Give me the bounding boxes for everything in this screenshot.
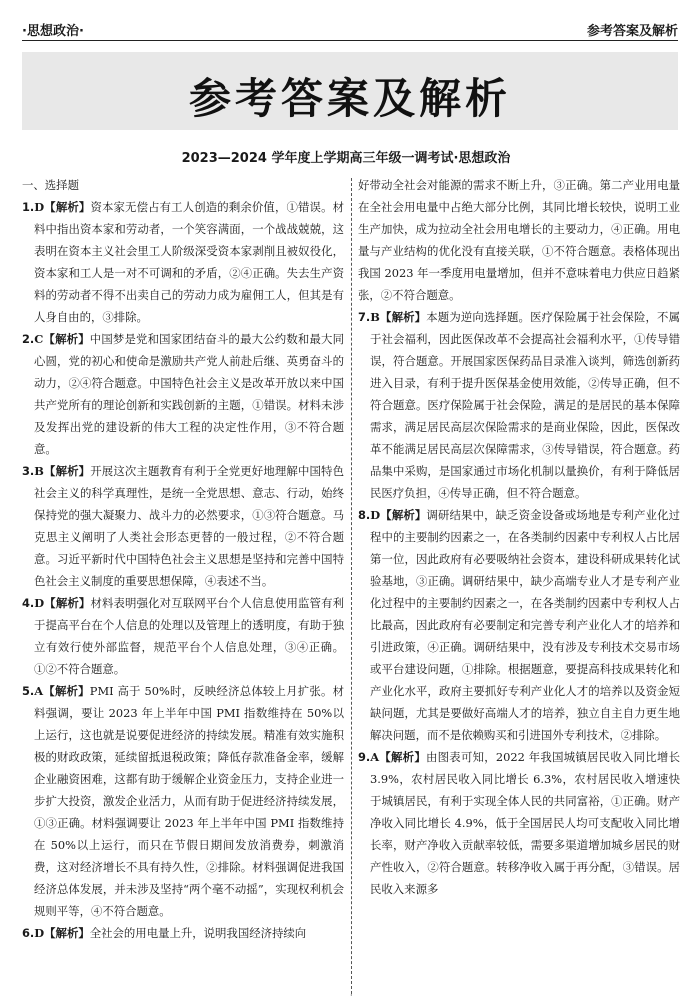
answer-text: 由图表可知，2022 年我国城镇居民收入同比增长 3.9%，农村居民收入同比增长 6.3%，农村居民收入增速快于城镇居民，有利于实现全体人民的共同富裕，①正确。财产净收入同比增长 4.9%，低于全国居民人均可支配收入同比增长率，财产净收入贡献率较低，需要多渠道增加城乡居民的财产性收入，②符合题意。转移净收入属于再分配，③错误。居民收入来源多 — [370, 750, 680, 896]
answer-item — [22, 328, 344, 460]
analysis-tag: 【解析】 — [44, 926, 90, 940]
answer-item — [358, 306, 680, 504]
analysis-tag: 【解析】 — [380, 508, 427, 522]
analysis-tag: 【解析】 — [379, 310, 427, 324]
answer-number: 3. — [22, 464, 35, 478]
answer-item — [22, 922, 344, 944]
answer-text: 调研结果中，缺乏资金设备或场地是专利产业化过程中的主要制约因素之一，在各类制约因素中专利权人占比居第一位，因此政府有必要吸纳社会资本，建设科研成果转化试验基地，③正确。调研结果中，缺少高端专业人才是专利产业化过程中的主要制约因素之一，在各类制约因素中专利权人占比最高，因此政府有必要制定和完善专利产业化人才的培养和引进政策，④正确。调研结果中，没有涉及专利技术交易市场或平台建设问题，①排除。根据题意，要提高科技成果转化和产业化水平，政府主要抓好专利产业化人才的培养以及资金短缺问题，尤其是要做好高端人才的培养，独立自主自力更生地解决问题，而不是依赖购买和引进国外专利技术，②排除。 — [370, 508, 680, 742]
analysis-tag: 【解析】 — [379, 750, 426, 764]
answer-continuation: 好带动全社会对能源的需求不断上升，③正确。第二产业用电量在全社会用电量中占绝大部分比例，其同比增长较快，说明工业生产加快，成为拉动全社会用电增长的主要动力，④正确。用电量与产业结构的优化没有直接关联，①不符合题意。表格体现出我国 2023 年一季度用电量增加，但并不意味着电力供应日趋紧张，②不符合题意。 — [358, 178, 680, 302]
answer-number: 5. — [22, 684, 35, 698]
answer-text: PMI 高于 50%时，反映经济总体较上月扩张。材料强调，要让 2023 年上半年中国 PMI 指数维持在 50%以上运行，这也就是说要促进经济的持续发展。精准有效实施积极的财政政策，延续留抵退税政策；降低存款准备金率，缓解企业融资困难，这都有助于缓解企业资金压力，支持企业进一步扩大投资，激发企业活力，从而有助于促进经济持续发展，①③正确。材料强调要让 2023 年上半年中国 PMI 指数维持在 50%以上运行，而只在节假日期间发放消费券，刺激消费，这对经济增长不具有持久性，②排除。材料强调促进我国经济总体发展，并未涉及坚持“两个毫不动摇”，实现权利机会规则平等，④不符合题意。 — [34, 684, 344, 918]
analysis-tag: 【解析】 — [44, 596, 91, 610]
title-banner — [22, 52, 678, 130]
answer-item — [22, 460, 344, 592]
column-divider — [351, 178, 352, 994]
answer-key: C — [34, 332, 44, 346]
left-answer-list — [22, 196, 344, 944]
answer-item — [22, 196, 344, 328]
exam-title: 2023—2024 学年度上学期高三年级一调考试·思想政治 — [181, 151, 511, 166]
running-header — [22, 20, 678, 40]
answer-number: 7. — [358, 310, 371, 324]
answer-number: 9. — [358, 750, 371, 764]
section-title: 一、选择题 — [22, 178, 79, 192]
banner-title: 参考答案及解析 — [188, 74, 511, 123]
answer-number: 1. — [22, 200, 35, 214]
subject-label: ·思想政治· — [22, 24, 84, 39]
answer-key: A — [34, 684, 44, 698]
answer-key: B — [370, 310, 380, 324]
answer-item — [358, 746, 680, 900]
answer-key: D — [34, 596, 45, 610]
answer-text: 本题为逆向选择题。医疗保险属于社会保险，不属于社会福利，因此医保改革不会提高社会福利水平，①传导错误，符合题意。开展国家医保药品目录准入谈判，筛选创新药进入目录，有利于提升医保基金使用效能，②传导正确，但不符合题意。医疗保险属于社会保险，满足的是居民的基本保障需求，满足居民高层次保险需求的是商业保险，因此，医保改革不能满足居民高层次保障需求，③传导错误，符合题意。药品集中采购，是国家通过市场化机制以量换价，有利于降低居民医疗负担，④传导正确，但不符合题意。 — [370, 310, 680, 500]
answer-item — [22, 680, 344, 922]
answer-key: A — [370, 750, 380, 764]
answer-text: 中国梦是党和国家团结奋斗的最大公约数和最大同心圆，党的初心和使命是激励共产党人前赴后继、英勇奋斗的动力，②④符合题意。中国特色社会主义是改革开放以来中国共产党所有的理论创新和实践创新的主题，①错误。材料未涉及发挥出党的建设新的伟大工程的决定性作用，③不符合题意。 — [34, 332, 344, 456]
analysis-tag: 【解析】 — [44, 200, 91, 214]
right-column — [358, 174, 680, 900]
answer-text: 资本家无偿占有工人创造的剩余价值，①错误。材料中指出资本家和劳动者，一个笑容满面，一个战战兢兢，这表明在资本主义社会里工人阶级深受资本家剥削且被奴役化，资本家和工人是一对不可调和的矛盾，②④正确。失去生产资料的劳动者不得不出卖自己的劳动力成为雇佣工人，但其是有人身自由的，③排除。 — [34, 200, 344, 324]
answer-item — [358, 504, 680, 746]
answer-text: 开展这次主题教育有利于全党更好地理解中国特色社会主义的科学真理性，是统一全党思想、意志、行动，始终保持党的强大凝聚力、战斗力的必然要求，①③符合题意。马克思主义阐明了人类社会形态更替的一般过程，②不符合题意。习近平新时代中国特色社会主义思想是坚持和完善中国特色社会主义制度的重要思想保障，④表述不当。 — [34, 464, 344, 588]
analysis-tag: 【解析】 — [43, 332, 90, 346]
answer-key: D — [34, 926, 45, 940]
section-label: 参考答案及解析 — [586, 24, 678, 39]
answer-key: B — [34, 464, 44, 478]
analysis-tag: 【解析】 — [43, 684, 90, 698]
answer-number: 2. — [22, 332, 35, 346]
left-column — [22, 174, 344, 944]
answer-text: 材料表明强化对互联网平台个人信息使用监管有利于提高平台在个人信息的处理以及管理上的透明度，有助于独立有效行使外部监督，规范平台个人信息处理，③④正确。①②不符合题意。 — [34, 596, 344, 676]
answer-number: 8. — [358, 508, 371, 522]
right-answer-list — [358, 306, 680, 900]
answer-number: 6. — [22, 926, 35, 940]
answer-text: 全社会的用电量上升，说明我国经济持续向 — [89, 926, 307, 940]
answer-key: D — [34, 200, 45, 214]
footer-mark: · — [350, 991, 353, 1000]
answer-item — [22, 592, 344, 680]
answer-key: D — [370, 508, 381, 522]
answer-number: 4. — [22, 596, 35, 610]
header-rule — [22, 40, 678, 41]
analysis-tag: 【解析】 — [43, 464, 91, 478]
